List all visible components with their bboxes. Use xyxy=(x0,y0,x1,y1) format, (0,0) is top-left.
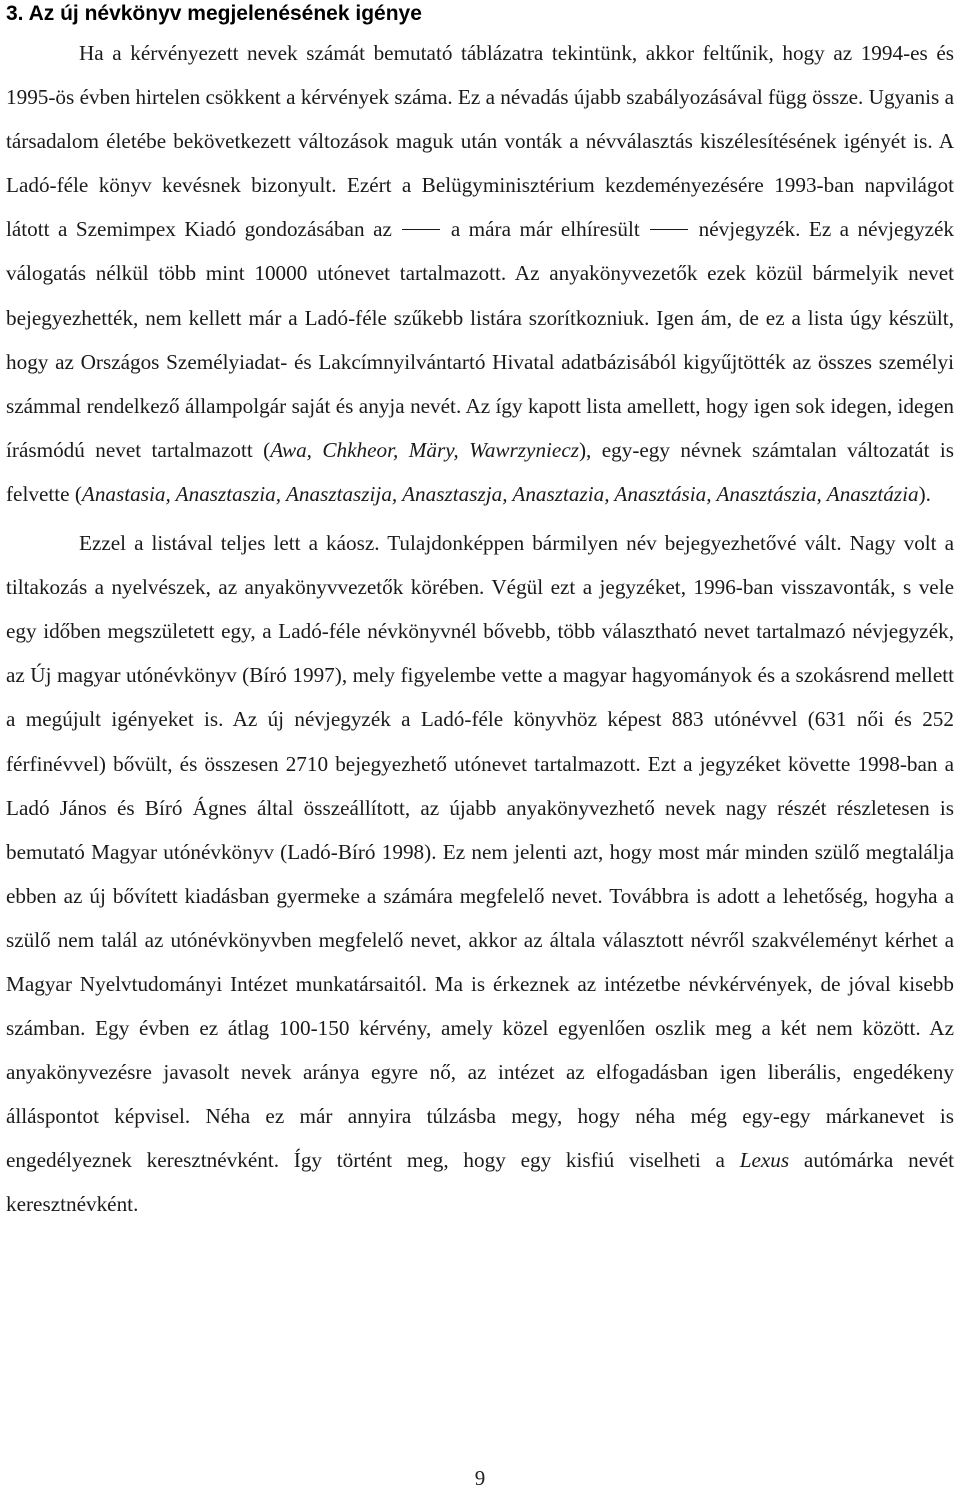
paragraph-2-text-b: autómárka nevét keresztnévként. xyxy=(6,1148,954,1217)
foreign-name-examples: Awa, Chkheor, Märy, Wawrzyniecz xyxy=(270,437,579,462)
body-text xyxy=(6,31,954,1227)
paragraph-1-text-a: Ha a kérvényezett nevek számát bemutató táblázatra tekintünk, akkor feltűnik, hogy az 1994-es és 1995-ös évben hirtelen csökkent a kérvények száma. Ez a névadás újabb szabályozásával függ össze. Ugyanis a társadalom életébe bekövetkezett változások maguk után vonták a névválasztás kiszélesítésének igényét is. A Ladó-féle könyv kevésnek bizonyult. Ezért a Belügyminisztérium kezdeményezésére 1993-ban napvilágot látott a Szemimpex Kiadó gondozásában az xyxy=(6,41,954,242)
paragraph-1-text-d: ), egy-egy névnek számtalan változatát is felvette ( xyxy=(6,437,954,506)
paragraph-1-text-e: ). xyxy=(918,481,931,506)
brand-name-example: Lexus xyxy=(739,1148,790,1173)
paragraph-1 xyxy=(6,31,954,516)
name-variant-examples: Anastasia, Anasztaszia, Anasztaszija, Anasztaszja, Anasztazia, Anasztásia, Anasztászia, Anasztázia xyxy=(81,481,919,506)
em-dash xyxy=(650,229,688,230)
em-dash xyxy=(402,229,440,230)
page-number: 9 xyxy=(474,1466,486,1490)
paragraph-2 xyxy=(6,521,954,1227)
paragraph-1-text-b: a mára már elhíresült xyxy=(450,217,640,242)
paragraph-2-text-a: Ezzel a listával teljes lett a káosz. Tulajdonképpen bármilyen név bejegyezhetővé vált. Nagy volt a tiltakozás a nyelvészek, az anyakönyvvezetők körében. Végül ezt a jegyzéket, 1996-ban visszavonták, s vele egy időben megszületett egy, a Ladó-féle névkönyvnél bővebb, több választható nevet tartalmazó névjegyzék, az Új magyar utónévkönyv (Bíró 1997), mely figyelembe vette a magyar hagyományok és a szokásrend mellett a megújult igényeket is. Az új névjegyzék a Ladó-féle könyvhöz képest 883 utónévvel (631 női és 252 férfinévvel) bővült, és összesen 2710 bejegyezhető utónevet tartalmazott. Ezt a jegyzéket követte 1998-ban a Ladó János és Bíró Ágnes által összeállított, az újabb anyakönyvezhető nevek nagy részét részletesen is bemutató Magyar utónévkönyv (Ladó-Bíró 1998). Ez nem jelenti azt, hogy most már minden szülő megtalálja ebben az új bővített kiadásban gyermeke a számára megfelelő nevet. Továbbra is adott a lehetőség, hogyha a szülő nem talál az utónévkönyvben megfelelő nevet, akkor az általa választott névről szakvéleményt kérhet a Magyar Nyelvtudományi Intézet munkatársaitól. Ma is érkeznek az intézetbe névkérvények, de jóval kisebb számban. Egy évben ez átlag 100-150 kérvény, amely közel egyenlően oszlik meg a két nem között. Az anyakönyvezésre javasolt nevek aránya egyre nő, az intézet az elfogadásban igen liberális, engedékeny álláspontot képvisel. Néha ez már annyira túlzásba megy, hogy néha még egy-egy márkanevet is engedélyeznek keresztnévként. Így történt meg, hogy egy kisfiú viselheti a xyxy=(6,531,954,1173)
paragraph-1-text-c: névjegyzék. Ez a névjegyzék válogatás nélkül több mint 10000 utónevet tartalmazott. Az anyakönyvezetők ezek közül bármelyik nevet bejegyezhették, nem kellett már a Ladó-féle szűkebb listára szorítkozniuk. Igen ám, de ez a lista úgy készült, hogy az Országos Személyiadat- és Lakcímnyilvántartó Hivatal adatbázisából kigyűjtötték az összes személyi számmal rendelkező állampolgár saját és anyja nevét. Az így kapott lista amellett, hogy igen sok idegen, idegen írásmódú nevet tartalmazott ( xyxy=(6,217,955,462)
section-heading: 3. Az új névkönyv megjelenésének igénye xyxy=(6,2,422,25)
